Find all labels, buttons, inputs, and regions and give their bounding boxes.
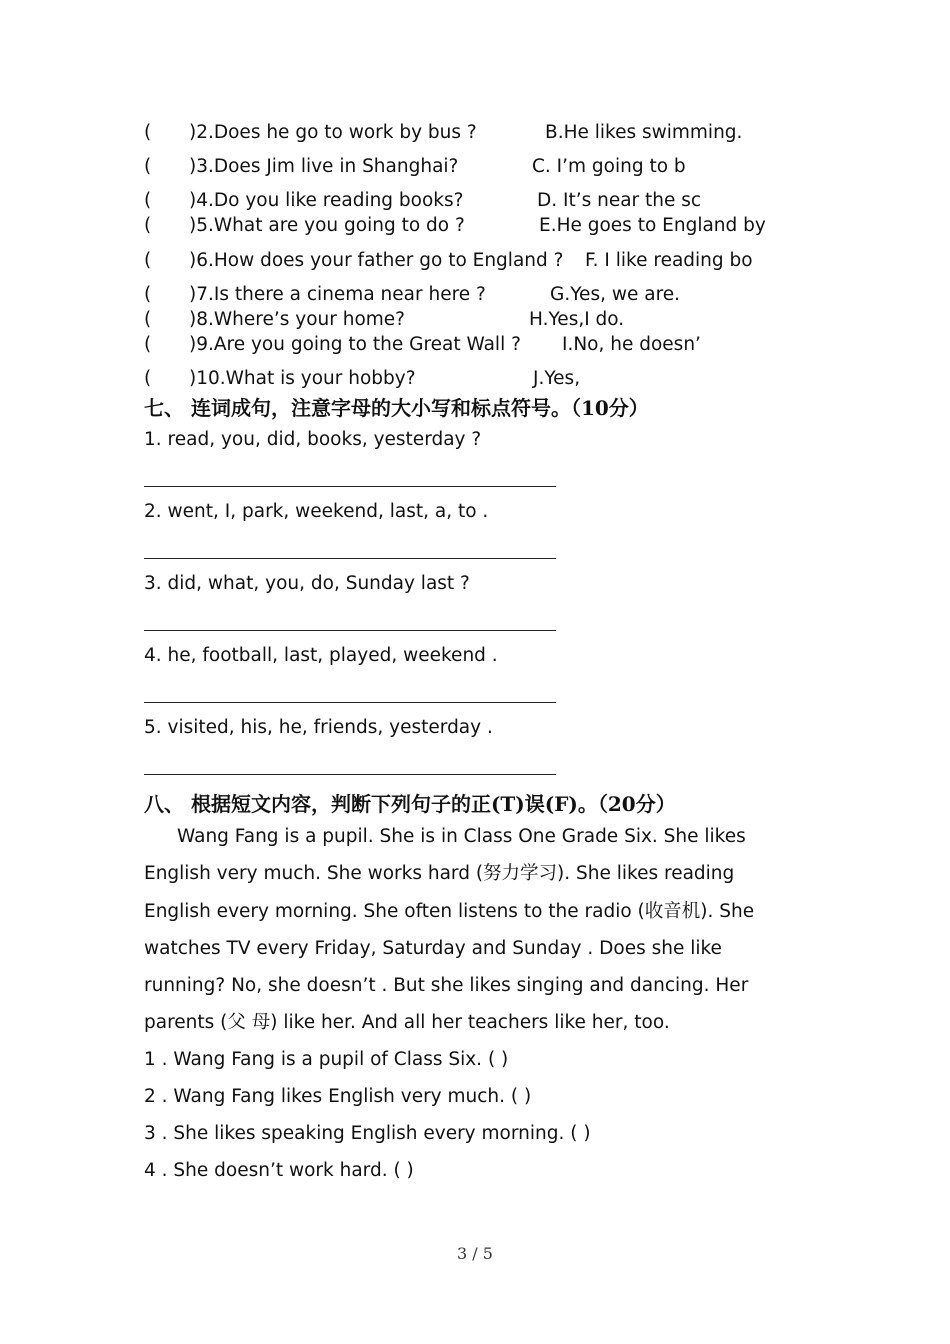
matching-question: )4.Do you like reading books? <box>189 190 464 211</box>
reorder-item: 3. did, what, you, do, Sunday last ? <box>144 573 470 594</box>
matching-answer: G.Yes, we are. <box>550 284 681 305</box>
section-heading: 八、 根据短文内容，判断下列句子的正(T)误(F)。（20分） <box>144 792 676 816</box>
paren: ( <box>144 122 152 143</box>
matching-answer: D. It’s near the sc <box>537 190 702 211</box>
matching-answer: C. I’m going to b <box>532 156 686 177</box>
reorder-item: 1. read, you, did, books, yesterday ? <box>144 429 482 450</box>
paren: ( <box>144 190 152 211</box>
answer-blank[interactable] <box>144 630 556 631</box>
matching-question: )6.How does your father go to England ? <box>189 250 564 271</box>
matching-question: )7.Is there a cinema near here ? <box>189 284 486 305</box>
true-false-statement: 4 . She doesn’t work hard. ( ) <box>144 1160 414 1181</box>
matching-answer: I.No, he doesn’ <box>562 334 701 355</box>
reorder-item: 2. went, I, park, weekend, last, a, to . <box>144 501 489 522</box>
page-number: 3 / 5 <box>457 1244 493 1263</box>
paren: ( <box>144 156 152 177</box>
true-false-statement: 3 . She likes speaking English every morning. ( ) <box>144 1123 591 1144</box>
matching-question: )5.What are you going to do ? <box>189 215 465 236</box>
section-heading: 七、 连词成句，注意字母的大小写和标点符号。（10分） <box>144 396 649 420</box>
matching-answer: E.He goes to England by <box>539 215 766 236</box>
reorder-item: 5. visited, his, he, friends, yesterday . <box>144 717 493 738</box>
paren: ( <box>144 334 152 355</box>
paren: ( <box>144 309 152 330</box>
matching-question: )8.Where’s your home? <box>189 309 405 330</box>
matching-answer: H.Yes,I do. <box>529 309 625 330</box>
reorder-item: 4. he, football, last, played, weekend . <box>144 645 498 666</box>
paren: ( <box>144 250 152 271</box>
true-false-statement: 1 . Wang Fang is a pupil of Class Six. ( ) <box>144 1049 509 1070</box>
matching-question: )10.What is your hobby? <box>189 368 416 389</box>
paren: ( <box>144 284 152 305</box>
answer-blank[interactable] <box>144 774 556 775</box>
matching-question: )3.Does Jim live in Shanghai? <box>189 156 459 177</box>
paren: ( <box>144 215 152 236</box>
answer-blank[interactable] <box>144 558 556 559</box>
passage-text: Wang Fang is a pupil. She is in Class One Grade Six. She likes English very much. She works hard (努力学习). She likes reading English every morning. She often listens to the radio (收音机). She watches TV every Friday, Saturday and Sunday . Does she like running? No, she doesn’t . But she likes singing and dancing. Her parents (父 母) like her. And all her teachers like her, too. <box>144 826 755 1034</box>
matching-answer: B.He likes swimming. <box>545 122 743 143</box>
paren: ( <box>144 368 152 389</box>
answer-blank[interactable] <box>144 702 556 703</box>
answer-blank[interactable] <box>144 486 556 487</box>
matching-answer: F. I like reading bo <box>585 250 753 271</box>
reading-passage <box>144 818 784 1042</box>
matching-question: )2.Does he go to work by bus ? <box>189 122 477 143</box>
matching-question: )9.Are you going to the Great Wall ? <box>189 334 521 355</box>
true-false-statement: 2 . Wang Fang likes English very much. ( ) <box>144 1086 532 1107</box>
matching-answer: J.Yes, <box>533 368 581 389</box>
